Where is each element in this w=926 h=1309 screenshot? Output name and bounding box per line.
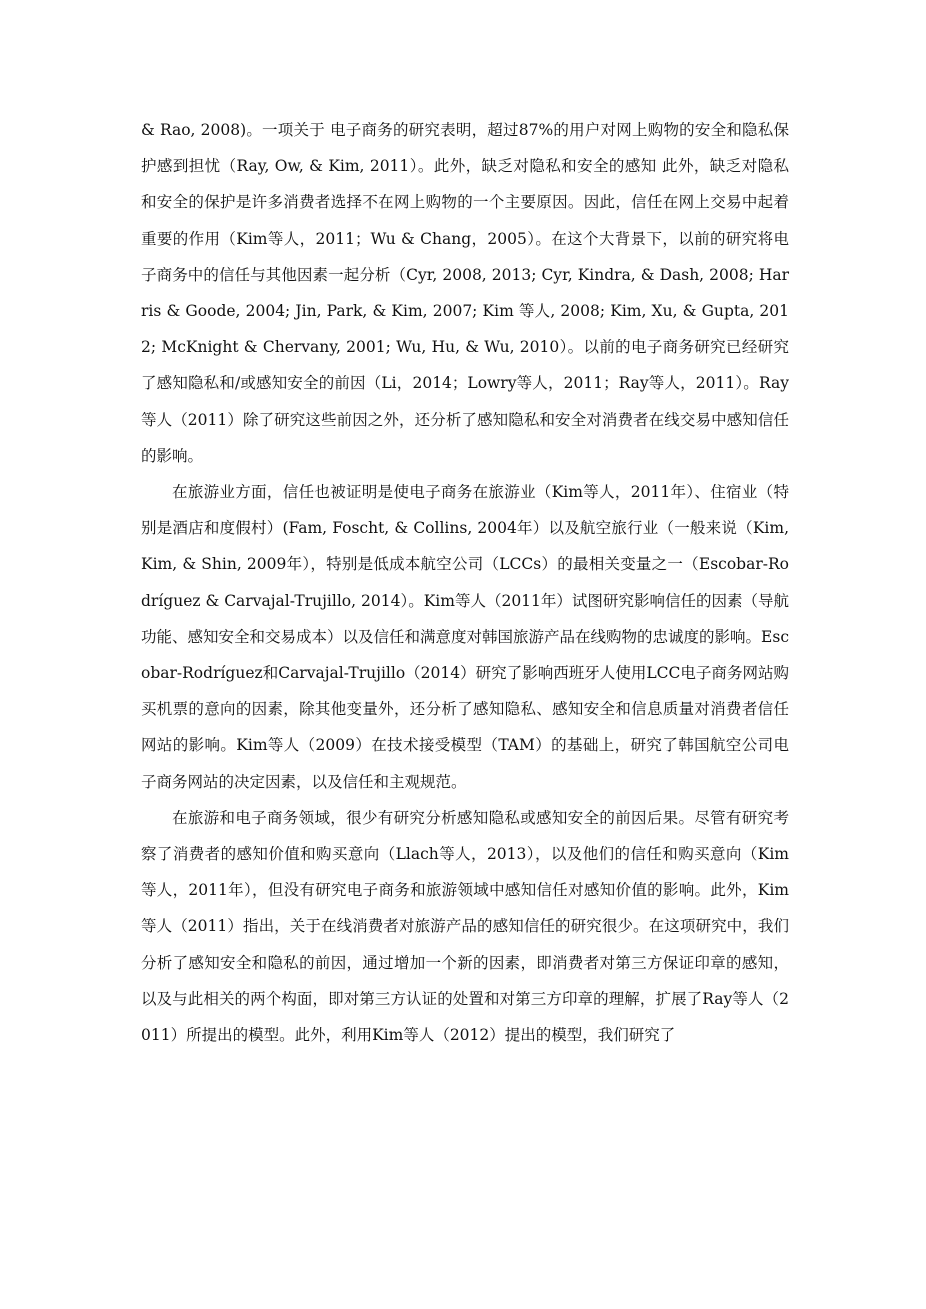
paragraph-1: & Rao, 2008)。一项关于 电子商务的研究表明，超过87%的用户对网上购物的安全和隐私保护感到担忧（Ray, Ow, & Kim, 2011）。此外，缺乏对隐私和安全的感知 此外，缺乏对隐私和安全的保护是许多消费者选择不在网上购物的一个主要原因。因此，信任在网上交易中起着重要的作用（Kim等人，2011；Wu & Chang，2005）。在这个大背景下，以前的研究将电子商务中的信任与其他因素一起分析（Cyr, 2008, 2013; Cyr, Kindra, & Dash, 2008; Harris & Goode, 2004; Jin, Park, & Kim, 2007; Kim 等人, 2008; Kim, Xu, & Gupta, 2012; McKnight & Chervany, 2001; Wu, Hu, & Wu, 2010）。以前的电子商务研究已经研究了感知隐私和/或感知安全的前因（Li，2014；Lowry等人，2011；Ray等人，2011）。Ray等人（2011）除了研究这些前因之外，还分析了感知隐私和安全对消费者在线交易中感知信任的影响。 — [141, 121, 789, 465]
paragraph-3: 在旅游和电子商务领域，很少有研究分析感知隐私或感知安全的前因后果。尽管有研究考察了消费者的感知价值和购买意向（Llach等人，2013），以及他们的信任和购买意向（Kim等人，2011年），但没有研究电子商务和旅游领域中感知信任对感知价值的影响。此外，Kim等人（2011）指出，关于在线消费者对旅游产品的感知信任的研究很少。在这项研究中，我们分析了感知安全和隐私的前因，通过增加一个新的因素，即消费者对第三方保证印章的感知，以及与此相关的两个构面，即对第三方认证的处置和对第三方印章的理解，扩展了Ray等人（2011）所提出的模型。此外，利用Kim等人（2012）提出的模型，我们研究了 — [141, 808, 789, 1045]
paragraph-2: 在旅游业方面，信任也被证明是使电子商务在旅游业（Kim等人，2011年）、住宿业（特别是酒店和度假村）(Fam, Foscht, & Collins, 2004年）以及航空旅行业（一般来说（Kim, Kim, & Shin, 2009年），特别是低成本航空公司（LCCs）的最相关变量之一（Escobar-Rodríguez & Carvajal-Trujillo, 2014）。Kim等人（2011年）试图研究影响信任的因素（导航功能、感知安全和交易成本）以及信任和满意度对韩国旅游产品在线购物的忠诚度的影响。Escobar-Rodríguez和Carvajal-Trujillo（2014）研究了影响西班牙人使用LCC电子商务网站购买机票的意向的因素，除其他变量外，还分析了感知隐私、感知安全和信息质量对消费者信任网站的影响。Kim等人（2009）在技术接受模型（TAM）的基础上，研究了韩国航空公司电子商务网站的决定因素，以及信任和主观规范。 — [141, 483, 789, 791]
document-body — [141, 112, 789, 1053]
